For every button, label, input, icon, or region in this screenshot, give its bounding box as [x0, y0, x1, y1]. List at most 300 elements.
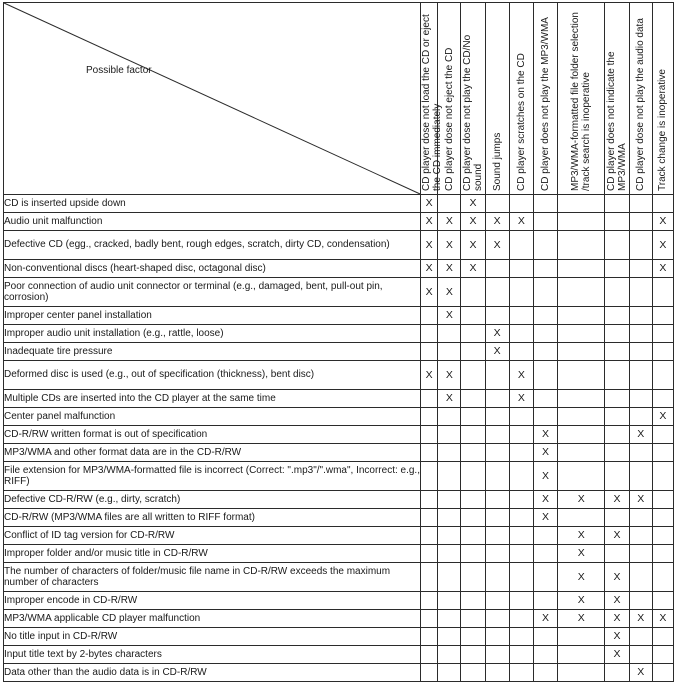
- table-row: [4, 426, 674, 444]
- empty-cell: [485, 361, 509, 390]
- empty-cell: [461, 491, 485, 509]
- empty-cell: [485, 260, 509, 278]
- empty-cell: [558, 195, 605, 213]
- empty-cell: [558, 646, 605, 664]
- possible-factor-cell: Improper center panel installation: [4, 307, 421, 325]
- empty-cell: [421, 343, 438, 361]
- empty-cell: [558, 213, 605, 231]
- check-mark-cell: X: [629, 664, 652, 682]
- check-mark-cell: X: [438, 361, 461, 390]
- empty-cell: [421, 563, 438, 592]
- check-mark-cell: X: [558, 563, 605, 592]
- check-mark-cell: X: [461, 213, 485, 231]
- check-mark-cell: X: [558, 592, 605, 610]
- empty-cell: [533, 343, 557, 361]
- corner-label: Possible factor: [86, 65, 152, 76]
- table-row: [4, 592, 674, 610]
- empty-cell: [509, 325, 533, 343]
- possible-factor-cell: Inadequate tire pressure: [4, 343, 421, 361]
- empty-cell: [533, 231, 557, 260]
- empty-cell: [461, 646, 485, 664]
- empty-cell: [485, 408, 509, 426]
- empty-cell: [461, 361, 485, 390]
- table-row: [4, 307, 674, 325]
- diagonal-line: [4, 3, 420, 194]
- empty-cell: [485, 592, 509, 610]
- check-mark-cell: X: [485, 231, 509, 260]
- empty-cell: [509, 444, 533, 462]
- empty-cell: [533, 325, 557, 343]
- empty-cell: [438, 610, 461, 628]
- empty-cell: [533, 527, 557, 545]
- empty-cell: [558, 664, 605, 682]
- empty-cell: [438, 491, 461, 509]
- empty-cell: [652, 664, 673, 682]
- possible-factor-cell: CD-R/RW written format is out of specification: [4, 426, 421, 444]
- check-mark-cell: X: [605, 592, 629, 610]
- symptom-column-header: [605, 3, 629, 195]
- empty-cell: [438, 444, 461, 462]
- table-row: [4, 408, 674, 426]
- empty-cell: [652, 195, 673, 213]
- empty-cell: [629, 343, 652, 361]
- symptom-column-label: CD player dose not play the audio data: [635, 18, 647, 191]
- table-row: [4, 343, 674, 361]
- empty-cell: [652, 545, 673, 563]
- empty-cell: [605, 231, 629, 260]
- header-row: [4, 3, 674, 195]
- empty-cell: [605, 213, 629, 231]
- empty-cell: [461, 509, 485, 527]
- check-mark-cell: X: [605, 646, 629, 664]
- empty-cell: [558, 462, 605, 491]
- corner-cell: [4, 3, 421, 195]
- possible-factor-cell: Poor connection of audio unit connector or terminal (e.g., damaged, bent, pull-out pin, corrosion): [4, 278, 421, 307]
- empty-cell: [652, 343, 673, 361]
- empty-cell: [629, 592, 652, 610]
- empty-cell: [509, 260, 533, 278]
- empty-cell: [438, 343, 461, 361]
- empty-cell: [652, 307, 673, 325]
- check-mark-cell: X: [652, 231, 673, 260]
- empty-cell: [605, 307, 629, 325]
- symptom-column-header: [509, 3, 533, 195]
- empty-cell: [533, 195, 557, 213]
- empty-cell: [485, 278, 509, 307]
- possible-factor-cell: Improper encode in CD-R/RW: [4, 592, 421, 610]
- check-mark-cell: X: [438, 278, 461, 307]
- empty-cell: [652, 491, 673, 509]
- empty-cell: [605, 343, 629, 361]
- table-row: [4, 628, 674, 646]
- possible-factor-cell: Deformed disc is used (e.g., out of specification (thickness), bent disc): [4, 361, 421, 390]
- empty-cell: [509, 231, 533, 260]
- check-mark-cell: X: [629, 610, 652, 628]
- possible-factor-cell: Conflict of ID tag version for CD-R/RW: [4, 527, 421, 545]
- table-row: [4, 462, 674, 491]
- empty-cell: [461, 278, 485, 307]
- table-row: [4, 646, 674, 664]
- empty-cell: [629, 462, 652, 491]
- empty-cell: [461, 444, 485, 462]
- empty-cell: [438, 664, 461, 682]
- empty-cell: [421, 509, 438, 527]
- empty-cell: [652, 646, 673, 664]
- possible-factor-cell: Data other than the audio data is in CD-R/RW: [4, 664, 421, 682]
- possible-factor-cell: No title input in CD-R/RW: [4, 628, 421, 646]
- empty-cell: [558, 361, 605, 390]
- check-mark-cell: X: [605, 610, 629, 628]
- empty-cell: [629, 390, 652, 408]
- empty-cell: [509, 408, 533, 426]
- empty-cell: [652, 563, 673, 592]
- empty-cell: [461, 563, 485, 592]
- table-row: [4, 527, 674, 545]
- empty-cell: [558, 260, 605, 278]
- empty-cell: [652, 361, 673, 390]
- check-mark-cell: X: [533, 462, 557, 491]
- empty-cell: [421, 592, 438, 610]
- empty-cell: [485, 195, 509, 213]
- check-mark-cell: X: [533, 444, 557, 462]
- empty-cell: [438, 563, 461, 592]
- empty-cell: [461, 307, 485, 325]
- empty-cell: [438, 325, 461, 343]
- empty-cell: [485, 610, 509, 628]
- possible-factor-cell: Center panel malfunction: [4, 408, 421, 426]
- possible-factor-cell: MP3/WMA applicable CD player malfunction: [4, 610, 421, 628]
- symptom-column-header: [533, 3, 557, 195]
- check-mark-cell: X: [558, 491, 605, 509]
- table-row: [4, 610, 674, 628]
- empty-cell: [461, 592, 485, 610]
- empty-cell: [438, 592, 461, 610]
- check-mark-cell: X: [558, 610, 605, 628]
- check-mark-cell: X: [605, 491, 629, 509]
- check-mark-cell: X: [421, 195, 438, 213]
- possible-factor-cell: Input title text by 2-bytes characters: [4, 646, 421, 664]
- empty-cell: [438, 426, 461, 444]
- empty-cell: [605, 664, 629, 682]
- empty-cell: [485, 426, 509, 444]
- symptom-column-label: CD player dose not load the CD or eject the CD immediately: [421, 14, 444, 191]
- check-mark-cell: X: [438, 260, 461, 278]
- check-mark-cell: X: [652, 408, 673, 426]
- empty-cell: [485, 527, 509, 545]
- empty-cell: [652, 390, 673, 408]
- empty-cell: [629, 628, 652, 646]
- check-mark-cell: X: [533, 610, 557, 628]
- empty-cell: [558, 509, 605, 527]
- symptom-column-label: CD player does not indicate the MP3/WMA: [606, 51, 629, 191]
- empty-cell: [605, 408, 629, 426]
- empty-cell: [485, 509, 509, 527]
- empty-cell: [629, 509, 652, 527]
- empty-cell: [438, 195, 461, 213]
- empty-cell: [509, 509, 533, 527]
- empty-cell: [421, 408, 438, 426]
- check-mark-cell: X: [652, 213, 673, 231]
- possible-factor-cell: Improper audio unit installation (e.g., rattle, loose): [4, 325, 421, 343]
- empty-cell: [485, 545, 509, 563]
- check-mark-cell: X: [438, 231, 461, 260]
- empty-cell: [461, 408, 485, 426]
- empty-cell: [509, 563, 533, 592]
- check-mark-cell: X: [533, 491, 557, 509]
- empty-cell: [605, 444, 629, 462]
- empty-cell: [652, 527, 673, 545]
- empty-cell: [652, 592, 673, 610]
- check-mark-cell: X: [421, 213, 438, 231]
- check-mark-cell: X: [461, 231, 485, 260]
- possible-factor-cell: MP3/WMA and other format data are in the CD-R/RW: [4, 444, 421, 462]
- empty-cell: [509, 545, 533, 563]
- empty-cell: [421, 325, 438, 343]
- empty-cell: [558, 343, 605, 361]
- empty-cell: [509, 462, 533, 491]
- empty-cell: [629, 527, 652, 545]
- symptom-column-header: [558, 3, 605, 195]
- table-row: [4, 361, 674, 390]
- empty-cell: [558, 307, 605, 325]
- possible-factor-cell: Non-conventional discs (heart-shaped disc, octagonal disc): [4, 260, 421, 278]
- empty-cell: [461, 390, 485, 408]
- empty-cell: [421, 390, 438, 408]
- empty-cell: [652, 278, 673, 307]
- empty-cell: [421, 628, 438, 646]
- empty-cell: [485, 563, 509, 592]
- check-mark-cell: X: [438, 390, 461, 408]
- check-mark-cell: X: [509, 213, 533, 231]
- check-mark-cell: X: [421, 260, 438, 278]
- empty-cell: [558, 426, 605, 444]
- empty-cell: [438, 646, 461, 664]
- empty-cell: [485, 491, 509, 509]
- empty-cell: [438, 462, 461, 491]
- empty-cell: [461, 545, 485, 563]
- empty-cell: [629, 260, 652, 278]
- check-mark-cell: X: [629, 426, 652, 444]
- empty-cell: [533, 278, 557, 307]
- empty-cell: [533, 592, 557, 610]
- symptom-factor-matrix: [3, 2, 674, 682]
- empty-cell: [629, 325, 652, 343]
- check-mark-cell: X: [509, 361, 533, 390]
- check-mark-cell: X: [438, 307, 461, 325]
- symptom-column-header: [629, 3, 652, 195]
- empty-cell: [652, 325, 673, 343]
- empty-cell: [558, 278, 605, 307]
- empty-cell: [652, 462, 673, 491]
- empty-cell: [438, 509, 461, 527]
- table-row: [4, 491, 674, 509]
- check-mark-cell: X: [605, 563, 629, 592]
- symptom-column-header: [652, 3, 673, 195]
- check-mark-cell: X: [652, 610, 673, 628]
- empty-cell: [629, 361, 652, 390]
- possible-factor-cell: The number of characters of folder/music file name in CD-R/RW exceeds the maximum number of characters: [4, 563, 421, 592]
- empty-cell: [533, 307, 557, 325]
- symptom-column-label: CD player does not play the MP3/WMA: [540, 17, 551, 191]
- symptom-column-label: CD player scratches on the CD: [515, 53, 527, 191]
- table-row: [4, 231, 674, 260]
- empty-cell: [629, 408, 652, 426]
- check-mark-cell: X: [461, 195, 485, 213]
- possible-factor-cell: CD-R/RW (MP3/WMA files are all written to RIFF format): [4, 509, 421, 527]
- empty-cell: [421, 426, 438, 444]
- empty-cell: [629, 563, 652, 592]
- empty-cell: [509, 646, 533, 664]
- empty-cell: [485, 628, 509, 646]
- check-mark-cell: X: [485, 343, 509, 361]
- check-mark-cell: X: [509, 390, 533, 408]
- empty-cell: [533, 646, 557, 664]
- symptom-column-header: [485, 3, 509, 195]
- table-row: [4, 213, 674, 231]
- empty-cell: [558, 390, 605, 408]
- possible-factor-cell: Multiple CDs are inserted into the CD player at the same time: [4, 390, 421, 408]
- empty-cell: [485, 444, 509, 462]
- empty-cell: [509, 491, 533, 509]
- empty-cell: [605, 426, 629, 444]
- empty-cell: [438, 628, 461, 646]
- empty-cell: [629, 646, 652, 664]
- check-mark-cell: X: [558, 545, 605, 563]
- empty-cell: [533, 390, 557, 408]
- empty-cell: [652, 444, 673, 462]
- check-mark-cell: X: [533, 509, 557, 527]
- symptom-column-label: CD player dose not play the CD/No sound: [461, 34, 484, 191]
- empty-cell: [485, 664, 509, 682]
- empty-cell: [509, 307, 533, 325]
- empty-cell: [509, 610, 533, 628]
- symptom-column-label: MP3/WMA-formatted file folder selection /track search is inoperative: [570, 12, 593, 191]
- empty-cell: [629, 444, 652, 462]
- table-row: [4, 664, 674, 682]
- check-mark-cell: X: [421, 278, 438, 307]
- empty-cell: [629, 195, 652, 213]
- empty-cell: [605, 545, 629, 563]
- empty-cell: [652, 628, 673, 646]
- empty-cell: [605, 260, 629, 278]
- table-row: [4, 390, 674, 408]
- empty-cell: [629, 278, 652, 307]
- empty-cell: [421, 545, 438, 563]
- empty-cell: [629, 307, 652, 325]
- symptom-column-label: Track change is inoperative: [657, 69, 669, 191]
- empty-cell: [533, 213, 557, 231]
- empty-cell: [461, 664, 485, 682]
- table-row: [4, 195, 674, 213]
- empty-cell: [438, 545, 461, 563]
- check-mark-cell: X: [533, 426, 557, 444]
- empty-cell: [533, 628, 557, 646]
- empty-cell: [605, 390, 629, 408]
- empty-cell: [558, 231, 605, 260]
- empty-cell: [421, 610, 438, 628]
- empty-cell: [605, 278, 629, 307]
- check-mark-cell: X: [485, 325, 509, 343]
- empty-cell: [652, 509, 673, 527]
- possible-factor-cell: Improper folder and/or music title in CD-R/RW: [4, 545, 421, 563]
- table-row: [4, 509, 674, 527]
- check-mark-cell: X: [421, 231, 438, 260]
- empty-cell: [509, 426, 533, 444]
- check-mark-cell: X: [605, 527, 629, 545]
- empty-cell: [509, 527, 533, 545]
- table-row: [4, 444, 674, 462]
- empty-cell: [605, 325, 629, 343]
- table-row: [4, 545, 674, 563]
- check-mark-cell: X: [605, 628, 629, 646]
- empty-cell: [533, 563, 557, 592]
- empty-cell: [438, 527, 461, 545]
- empty-cell: [509, 343, 533, 361]
- symptom-column-label: Sound jumps: [491, 132, 503, 191]
- empty-cell: [421, 491, 438, 509]
- empty-cell: [421, 307, 438, 325]
- table-row: [4, 563, 674, 592]
- check-mark-cell: X: [461, 260, 485, 278]
- table-row: [4, 260, 674, 278]
- check-mark-cell: X: [485, 213, 509, 231]
- empty-cell: [605, 361, 629, 390]
- empty-cell: [605, 195, 629, 213]
- empty-cell: [533, 408, 557, 426]
- empty-cell: [629, 231, 652, 260]
- possible-factor-cell: File extension for MP3/WMA-formatted file is incorrect (Correct: ".mp3"/".wma", Incorrect: e.g., RIFF): [4, 462, 421, 491]
- empty-cell: [438, 408, 461, 426]
- empty-cell: [461, 426, 485, 444]
- check-mark-cell: X: [629, 491, 652, 509]
- empty-cell: [485, 307, 509, 325]
- empty-cell: [421, 664, 438, 682]
- symptom-column-label: CD player dose not eject the CD: [443, 47, 455, 191]
- empty-cell: [652, 426, 673, 444]
- empty-cell: [461, 628, 485, 646]
- empty-cell: [461, 325, 485, 343]
- empty-cell: [485, 646, 509, 664]
- empty-cell: [605, 509, 629, 527]
- empty-cell: [421, 646, 438, 664]
- check-mark-cell: X: [558, 527, 605, 545]
- empty-cell: [629, 545, 652, 563]
- empty-cell: [485, 462, 509, 491]
- table-row: [4, 278, 674, 307]
- empty-cell: [421, 527, 438, 545]
- empty-cell: [558, 628, 605, 646]
- empty-cell: [509, 278, 533, 307]
- possible-factor-cell: Audio unit malfunction: [4, 213, 421, 231]
- empty-cell: [461, 462, 485, 491]
- empty-cell: [509, 592, 533, 610]
- empty-cell: [509, 628, 533, 646]
- empty-cell: [558, 444, 605, 462]
- empty-cell: [605, 462, 629, 491]
- empty-cell: [558, 325, 605, 343]
- possible-factor-cell: Defective CD-R/RW (e.g., dirty, scratch): [4, 491, 421, 509]
- empty-cell: [533, 260, 557, 278]
- empty-cell: [461, 610, 485, 628]
- symptom-column-header: [461, 3, 485, 195]
- empty-cell: [461, 527, 485, 545]
- empty-cell: [533, 664, 557, 682]
- table-row: [4, 325, 674, 343]
- empty-cell: [485, 390, 509, 408]
- check-mark-cell: X: [652, 260, 673, 278]
- symptom-column-header: [421, 3, 444, 195]
- empty-cell: [509, 664, 533, 682]
